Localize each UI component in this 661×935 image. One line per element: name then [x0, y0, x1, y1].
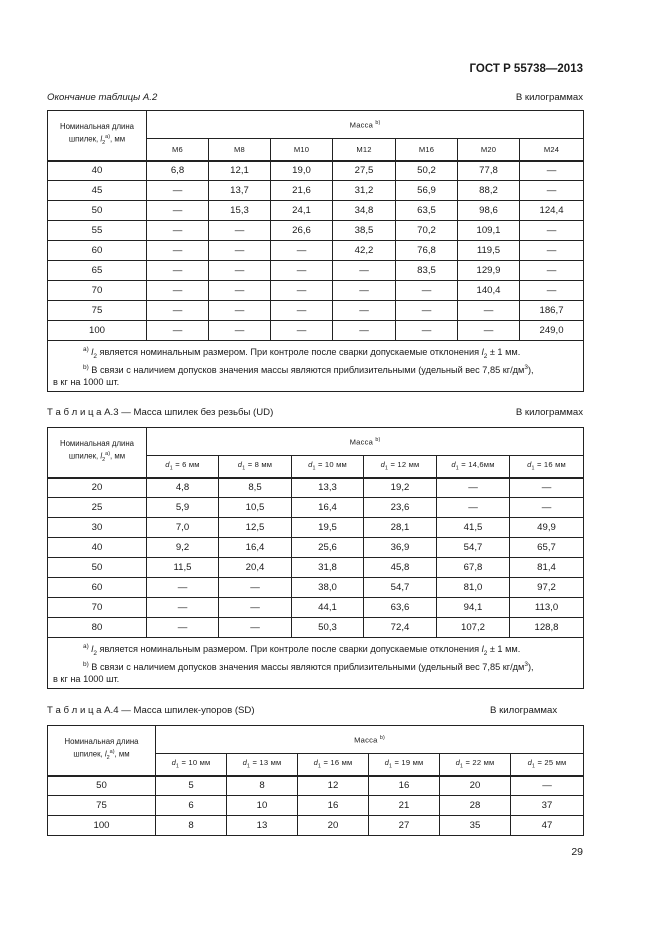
table-a3 — [47, 427, 584, 689]
t3-rowhead: Номинальная длина шпилек, $l_2^{a)}$, мм — [48, 428, 147, 478]
mass-cell: 27 — [369, 816, 440, 836]
t2-rowhead: Номинальная длина шпилек, $l_2^{a)}$, мм — [48, 111, 147, 161]
mass-cell: 113,0 — [510, 598, 584, 618]
mass-cell: 20 — [440, 776, 511, 796]
mass-cell: 12 — [298, 776, 369, 796]
table-row — [48, 201, 584, 221]
mass-cell: 16,4 — [219, 538, 292, 558]
table-row — [48, 181, 584, 201]
mass-cell: 12,5 — [219, 518, 292, 538]
mass-cell: 88,2 — [458, 181, 520, 201]
row-length-cell: 20 — [48, 478, 147, 498]
mass-cell: 21 — [369, 796, 440, 816]
mass-cell: — — [437, 498, 510, 518]
mass-cell: — — [147, 598, 219, 618]
t3-caption: Т а б л и ц а А.3 — Масса шпилек без резьбы (UD) — [47, 407, 274, 418]
mass-cell: — — [458, 301, 520, 321]
table-row — [48, 261, 584, 281]
row-length-cell: 100 — [48, 321, 147, 341]
mass-cell: 13 — [227, 816, 298, 836]
row-length-cell: 65 — [48, 261, 147, 281]
mass-cell: 31,8 — [292, 558, 364, 578]
mass-cell: — — [396, 281, 458, 301]
mass-cell: — — [147, 321, 209, 341]
mass-cell: 8 — [156, 816, 227, 836]
table-row — [48, 478, 584, 498]
mass-cell: — — [209, 221, 271, 241]
t4-caption: Т а б л и ц а А.4 — Масса шпилек-упоров (SD) — [47, 705, 255, 716]
mass-cell: 63,5 — [396, 201, 458, 221]
mass-cell: — — [333, 261, 396, 281]
mass-cell: — — [219, 578, 292, 598]
mass-cell: 21,6 — [271, 181, 333, 201]
mass-cell: 19,2 — [364, 478, 437, 498]
table-row — [48, 161, 584, 181]
mass-cell: 42,2 — [333, 241, 396, 261]
mass-cell: 20,4 — [219, 558, 292, 578]
mass-cell: 81,0 — [437, 578, 510, 598]
mass-cell: 25,6 — [292, 538, 364, 558]
row-length-cell: 75 — [48, 796, 156, 816]
mass-cell: — — [147, 221, 209, 241]
mass-cell: 15,3 — [209, 201, 271, 221]
mass-cell: 67,8 — [437, 558, 510, 578]
row-length-cell: 60 — [48, 241, 147, 261]
t2-col-header: M10 — [271, 139, 333, 161]
mass-cell: 6,8 — [147, 161, 209, 181]
mass-cell: 16 — [298, 796, 369, 816]
mass-cell: 9,2 — [147, 538, 219, 558]
row-length-cell: 40 — [48, 538, 147, 558]
mass-cell: — — [396, 321, 458, 341]
mass-cell: 49,9 — [510, 518, 584, 538]
mass-cell: 12,1 — [209, 161, 271, 181]
mass-cell: — — [396, 301, 458, 321]
mass-cell: 41,5 — [437, 518, 510, 538]
mass-cell: 35 — [440, 816, 511, 836]
t3-unit: В килограммах — [515, 407, 583, 418]
t3-col-header: $d_1 = 8$ мм — [219, 456, 292, 478]
t4-col-header: $d_1 = 22$ мм — [440, 754, 511, 776]
row-length-cell: 25 — [48, 498, 147, 518]
mass-cell: 50,2 — [396, 161, 458, 181]
mass-cell: — — [147, 301, 209, 321]
row-length-cell: 80 — [48, 618, 147, 638]
mass-cell: 63,6 — [364, 598, 437, 618]
mass-cell: 13,7 — [209, 181, 271, 201]
mass-cell: 70,2 — [396, 221, 458, 241]
row-length-cell: 60 — [48, 578, 147, 598]
row-length-cell: 70 — [48, 281, 147, 301]
mass-cell: — — [209, 321, 271, 341]
mass-cell: 8 — [227, 776, 298, 796]
mass-cell: — — [511, 776, 584, 796]
mass-cell: 119,5 — [458, 241, 520, 261]
table-row — [48, 241, 584, 261]
mass-cell: 13,3 — [292, 478, 364, 498]
mass-cell: — — [219, 618, 292, 638]
mass-cell: 45,8 — [364, 558, 437, 578]
t3-mass-header: Масса $^{b)}$ — [147, 428, 584, 456]
t3-col-header: $d_1 = 6$ мм — [147, 456, 219, 478]
t2-caption: Окончание таблицы А.2 — [47, 92, 158, 103]
mass-cell: 76,8 — [396, 241, 458, 261]
mass-cell: 27,5 — [333, 161, 396, 181]
row-length-cell: 50 — [48, 558, 147, 578]
table-row — [48, 598, 584, 618]
t3-notes: $^{a)}$ $l_2$ является номинальным размером. При контроле после сварки допускаемые отклонения $l_2 \pm 1$ мм. $^{b)}$ В связи с наличием допусков значения массы являются приблизительными (удельный вес 7,85 $кг/дм^3$), в кг на 1000 шт. — [48, 638, 584, 689]
mass-cell: 23,6 — [364, 498, 437, 518]
row-length-cell: 100 — [48, 816, 156, 836]
t4-col-header: $d_1 = 13$ мм — [227, 754, 298, 776]
t4-col-header: $d_1 = 19$ мм — [369, 754, 440, 776]
table-row — [48, 816, 584, 836]
mass-cell: 7,0 — [147, 518, 219, 538]
mass-cell: 38,0 — [292, 578, 364, 598]
mass-cell: — — [333, 281, 396, 301]
mass-cell: — — [520, 281, 584, 301]
mass-cell: 20 — [298, 816, 369, 836]
standard-designation: ГОСТ Р 55738—2013 — [469, 63, 583, 75]
mass-cell: 16,4 — [292, 498, 364, 518]
t2-mass-header: Масса $^{b)}$ — [147, 111, 584, 139]
t4-rowhead: Номинальная длина шпилек, $l_2^{a)}$, мм — [48, 726, 156, 776]
t3-col-header: $d_1 = 16$ мм — [510, 456, 584, 478]
mass-cell: — — [209, 241, 271, 261]
mass-cell: 140,4 — [458, 281, 520, 301]
mass-cell: — — [147, 201, 209, 221]
mass-cell: — — [209, 261, 271, 281]
t2-col-header: M24 — [520, 139, 584, 161]
t2-col-header: M16 — [396, 139, 458, 161]
mass-cell: — — [147, 181, 209, 201]
t2-unit: В килограммах — [515, 92, 583, 103]
mass-cell: 10,5 — [219, 498, 292, 518]
t4-col-header: $d_1 = 10$ мм — [156, 754, 227, 776]
mass-cell: 56,9 — [396, 181, 458, 201]
mass-cell: 8,5 — [219, 478, 292, 498]
mass-cell: 28,1 — [364, 518, 437, 538]
mass-cell: 186,7 — [520, 301, 584, 321]
mass-cell: 37 — [511, 796, 584, 816]
mass-cell: 249,0 — [520, 321, 584, 341]
t2-col-header: M20 — [458, 139, 520, 161]
mass-cell: — — [520, 181, 584, 201]
row-length-cell: 70 — [48, 598, 147, 618]
mass-cell: 38,5 — [333, 221, 396, 241]
mass-cell: 94,1 — [437, 598, 510, 618]
mass-cell: 31,2 — [333, 181, 396, 201]
row-length-cell: 40 — [48, 161, 147, 181]
mass-cell: 44,1 — [292, 598, 364, 618]
table-row — [48, 321, 584, 341]
t2-notes: $^{a)}$ $l_2$ является номинальным размером. При контроле после сварки допускаемые отклонения $l_2 \pm 1$ мм. $^{b)}$ В связи с наличием допусков значения массы являются приблизительными (удельный вес 7,85 $кг/дм^3$), в кг на 1000 шт. — [48, 341, 584, 392]
mass-cell: 98,6 — [458, 201, 520, 221]
row-length-cell: 50 — [48, 201, 147, 221]
mass-cell: — — [271, 281, 333, 301]
mass-cell: 19,0 — [271, 161, 333, 181]
table-row — [48, 301, 584, 321]
mass-cell: 128,8 — [510, 618, 584, 638]
mass-cell: 129,9 — [458, 261, 520, 281]
t3-col-header: $d_1 = 14,6мм$ — [437, 456, 510, 478]
row-length-cell: 75 — [48, 301, 147, 321]
mass-cell: 54,7 — [437, 538, 510, 558]
mass-cell: 10 — [227, 796, 298, 816]
mass-cell: — — [271, 301, 333, 321]
mass-cell: — — [510, 478, 584, 498]
mass-cell: 28 — [440, 796, 511, 816]
mass-cell: 50,3 — [292, 618, 364, 638]
row-length-cell: 45 — [48, 181, 147, 201]
mass-cell: 77,8 — [458, 161, 520, 181]
mass-cell: 97,2 — [510, 578, 584, 598]
mass-cell: 24,1 — [271, 201, 333, 221]
mass-cell: — — [520, 261, 584, 281]
t2-col-header: M12 — [333, 139, 396, 161]
row-length-cell: 30 — [48, 518, 147, 538]
table-a4 — [47, 725, 584, 836]
mass-cell: — — [147, 261, 209, 281]
mass-cell: 124,4 — [520, 201, 584, 221]
mass-cell: — — [147, 281, 209, 301]
t4-col-header: $d_1 = 25$ мм — [511, 754, 584, 776]
mass-cell: — — [520, 221, 584, 241]
mass-cell: 65,7 — [510, 538, 584, 558]
row-length-cell: 55 — [48, 221, 147, 241]
mass-cell: 83,5 — [396, 261, 458, 281]
mass-cell: 47 — [511, 816, 584, 836]
mass-cell: — — [209, 301, 271, 321]
table-row — [48, 558, 584, 578]
table-row — [48, 498, 584, 518]
mass-cell: — — [147, 578, 219, 598]
mass-cell: 5,9 — [147, 498, 219, 518]
mass-cell: — — [271, 261, 333, 281]
mass-cell: — — [520, 241, 584, 261]
table-row — [48, 796, 584, 816]
mass-cell: 19,5 — [292, 518, 364, 538]
mass-cell: 36,9 — [364, 538, 437, 558]
table-row — [48, 221, 584, 241]
mass-cell: 109,1 — [458, 221, 520, 241]
mass-cell: — — [147, 618, 219, 638]
table-row — [48, 281, 584, 301]
t3-col-header: $d_1 = 10$ мм — [292, 456, 364, 478]
mass-cell: — — [271, 321, 333, 341]
mass-cell: 26,6 — [271, 221, 333, 241]
mass-cell: 4,8 — [147, 478, 219, 498]
mass-cell: 6 — [156, 796, 227, 816]
mass-cell: — — [271, 241, 333, 261]
t4-mass-header: Масса $^{b)}$ — [156, 726, 584, 754]
table-row — [48, 538, 584, 558]
mass-cell: 72,4 — [364, 618, 437, 638]
table-row — [48, 618, 584, 638]
t2-col-header: M8 — [209, 139, 271, 161]
mass-cell: — — [458, 321, 520, 341]
mass-cell: — — [510, 498, 584, 518]
t2-col-header: M6 — [147, 139, 209, 161]
t4-col-header: $d_1 = 16$ мм — [298, 754, 369, 776]
mass-cell: — — [219, 598, 292, 618]
mass-cell: — — [209, 281, 271, 301]
table-row — [48, 578, 584, 598]
mass-cell: 54,7 — [364, 578, 437, 598]
mass-cell: 34,8 — [333, 201, 396, 221]
table-row — [48, 776, 584, 796]
mass-cell: 5 — [156, 776, 227, 796]
mass-cell: — — [437, 478, 510, 498]
mass-cell: — — [333, 321, 396, 341]
mass-cell: — — [520, 161, 584, 181]
mass-cell: 107,2 — [437, 618, 510, 638]
mass-cell: 16 — [369, 776, 440, 796]
table-a2 — [47, 110, 584, 392]
t4-unit: В килограммах — [490, 705, 558, 716]
mass-cell: 81,4 — [510, 558, 584, 578]
page-number: 29 — [571, 846, 583, 858]
t3-col-header: $d_1 = 12$ мм — [364, 456, 437, 478]
mass-cell: 11,5 — [147, 558, 219, 578]
table-row — [48, 518, 584, 538]
row-length-cell: 50 — [48, 776, 156, 796]
mass-cell: — — [147, 241, 209, 261]
mass-cell: — — [333, 301, 396, 321]
